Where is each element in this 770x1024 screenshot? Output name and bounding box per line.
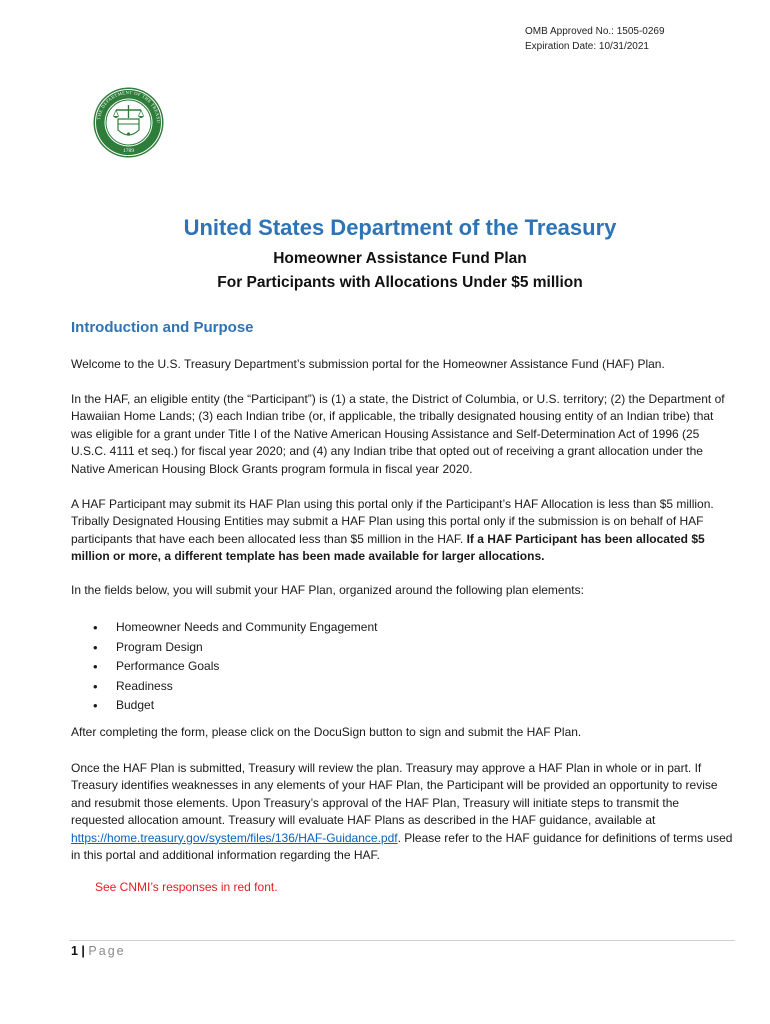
- review-text-end: . Please refer to the HAF guidance for definitions of terms used in this portal and additional information regarding the HAF.: [71, 830, 733, 863]
- omb-info: [525, 24, 665, 54]
- docusign-instruction: After completing the form, please click on the DocuSign button to sign and submit the HAF Plan.: [71, 725, 582, 739]
- submission-rule-bold: If a HAF Participant has been allocated $5 million or more, a different template has been made available for larger allocations.: [71, 531, 705, 564]
- plan-elements-list: [71, 618, 377, 716]
- welcome-paragraph: Welcome to the U.S. Treasury Department’s submission portal for the Homeowner Assistance Fund (HAF) Plan.: [71, 357, 665, 371]
- eligibility-paragraph: In the HAF, an eligible entity (the “Participant”) is (1) a state, the District of Columbia, or U.S. territory; (2) the Department of Hawaiian Home Lands; (3) each Indian tribe (or, if applicable, the tribally designated housing entity of an Indian tribe) that was eligible for a grant under Title I of the Native American Housing Assistance and Self-Determination Act of 1996 (25 U.S.C. 4111 et seq.) for fiscal year 2020; and (4) any Indian tribe that opted out of receiving a grant allocation under the Native American Housing Block Grants program formula in fiscal year 2020.: [71, 392, 725, 476]
- treasury-seal-icon: [92, 86, 165, 159]
- seal-text: THE DEPARTMENT OF THE TREASU: [96, 89, 162, 124]
- list-item: • Budget: [71, 696, 377, 716]
- footer-separator: |: [77, 944, 89, 958]
- document-subtitle: Homeowner Assistance Fund Plan: [273, 250, 527, 267]
- page-number: 1: [71, 944, 78, 958]
- document-subtitle-allocation: For Participants with Allocations Under $5 million: [217, 274, 583, 291]
- review-paragraph: [71, 760, 735, 864]
- page-label: Page: [88, 944, 126, 958]
- fields-intro-paragraph: In the fields below, you will submit your HAF Plan, organized around the following plan elements:: [71, 583, 584, 597]
- submission-rule-paragraph: [71, 496, 735, 566]
- list-item: • Performance Goals: [71, 657, 377, 677]
- list-item: • Program Design: [71, 638, 377, 658]
- haf-guidance-link[interactable]: https://home.treasury.gov/system/files/136/HAF-Guidance.pdf: [71, 830, 398, 845]
- submission-rule-text: A HAF Participant may submit its HAF Plan using this portal only if the Participant’s HAF Allocation is less than $5 million. Tribally Designated Housing Entities may submit a HAF Plan using this portal only if the submission is on behalf of HAF participants that have each been allocated less than $5 million in the HAF.: [71, 497, 714, 546]
- list-item: • Homeowner Needs and Community Engagement: [71, 618, 377, 638]
- omb-number: OMB Approved No.: 1505-0269: [525, 26, 665, 37]
- footer-divider: [69, 940, 735, 941]
- cnmi-note: See CNMI’s responses in red font.: [95, 880, 278, 894]
- seal-year: 1789: [123, 148, 134, 154]
- expiration-date: Expiration Date: 10/31/2021: [525, 41, 649, 52]
- list-item: • Readiness: [71, 677, 377, 697]
- review-text: Once the HAF Plan is submitted, Treasury will review the plan. Treasury may approve a HAF Plan in whole or in part. If Treasury identifies weaknesses in any elements of your HAF Plan, the Participant will be provided an opportunity to revise and resubmit those elements. Upon Treasury’s approval of the HAF Plan, Treasury will initiate steps to transmit the requested allocation amount. Treasury will evaluate HAF Plans as described in the HAF guidance, available at: [71, 761, 718, 828]
- page-footer: [71, 944, 126, 958]
- document-title: United States Department of the Treasury: [183, 215, 617, 240]
- section-heading: Introduction and Purpose: [71, 319, 254, 336]
